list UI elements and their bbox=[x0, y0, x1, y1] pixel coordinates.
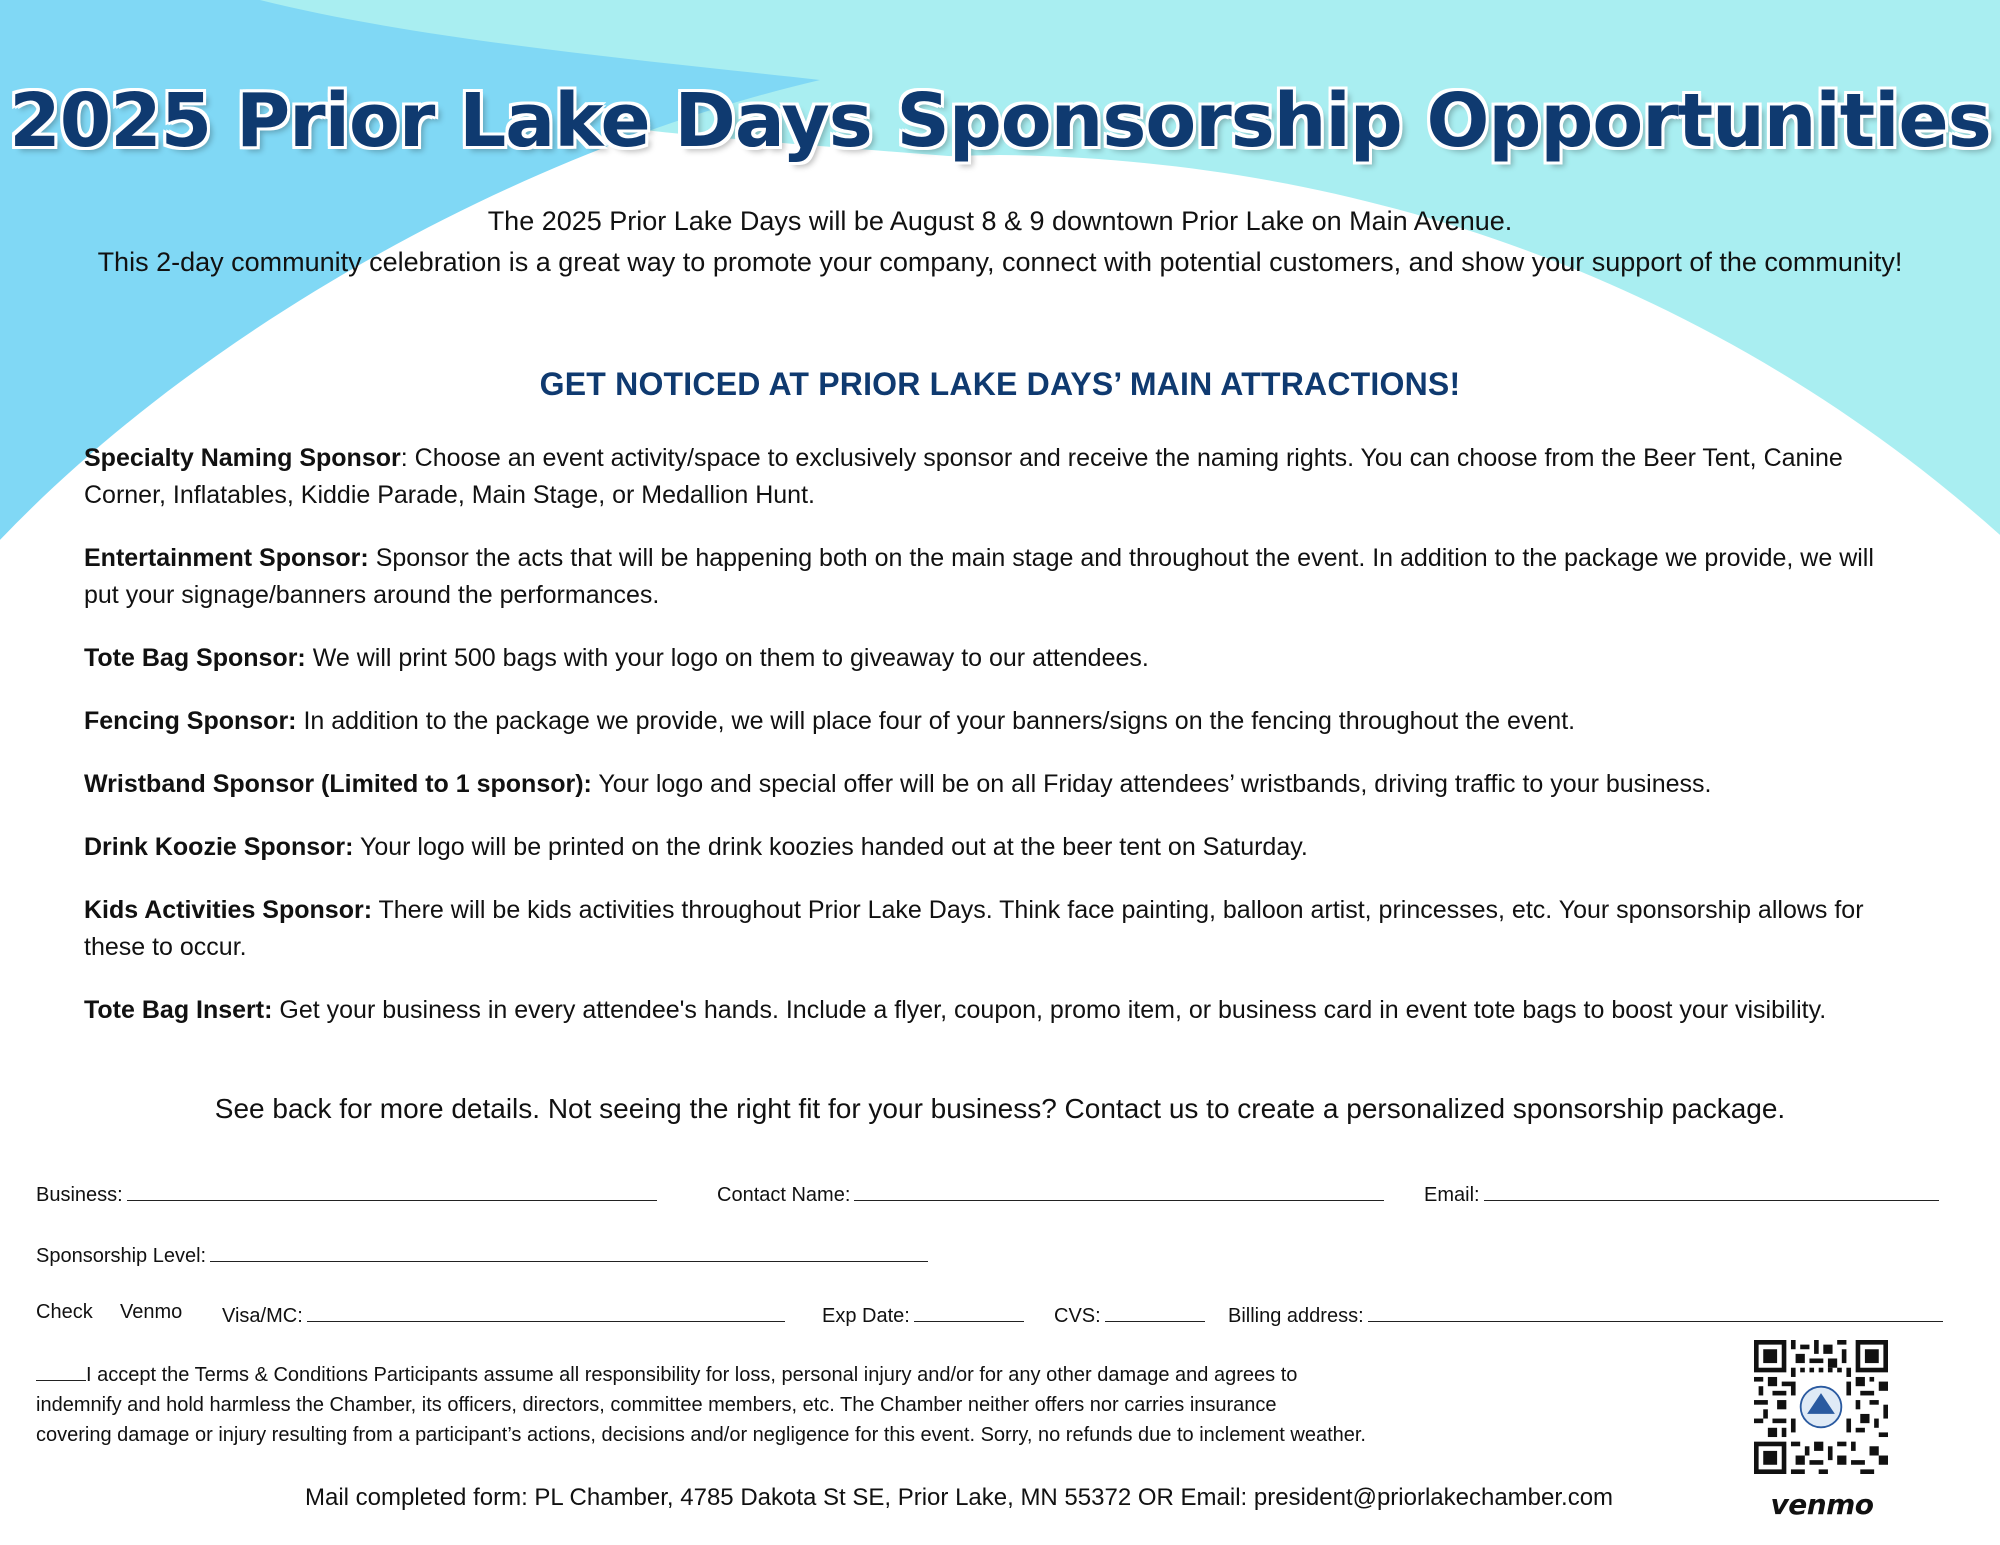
sponsor-desc: Your logo and special offer will be on all Friday attendees’ wristbands, driving traffic to your business. bbox=[591, 770, 1712, 798]
mail-instructions: Mail completed form: PL Chamber, 4785 Dakota St SE, Prior Lake, MN 55372 OR Email: president@priorlakechamber.com bbox=[305, 1484, 1614, 1511]
sponsor-desc: There will be kids activities throughout Prior Lake Days. Think face painting, balloon artist, princesses, etc. Your sponsorship allows for these to occur. bbox=[84, 896, 1864, 961]
sponsor-name: Fencing Sponsor: bbox=[84, 707, 297, 735]
form-row-payment bbox=[0, 1301, 2000, 1329]
sponsor-item bbox=[84, 766, 1914, 803]
sponsor-item bbox=[84, 540, 1914, 614]
sponsor-item bbox=[84, 992, 1914, 1029]
sponsorship-level-label: Sponsorship Level: bbox=[36, 1245, 207, 1267]
cvs-input[interactable] bbox=[1105, 1301, 1205, 1322]
sponsorship-level-field bbox=[36, 1241, 928, 1268]
venmo-option[interactable]: Venmo bbox=[120, 1301, 183, 1323]
sponsor-item bbox=[84, 640, 1914, 677]
terms-line-1 bbox=[36, 1360, 1576, 1390]
check-option[interactable]: Check bbox=[36, 1301, 93, 1323]
cvs-field bbox=[1054, 1301, 1205, 1328]
email-input[interactable] bbox=[1484, 1180, 1939, 1201]
card-number-input[interactable] bbox=[307, 1301, 785, 1322]
terms-conditions bbox=[36, 1360, 1576, 1450]
sponsor-name: Specialty Naming Sponsor bbox=[84, 444, 401, 472]
billing-address-input[interactable] bbox=[1368, 1301, 1943, 1322]
contact-name-field bbox=[717, 1180, 1384, 1207]
form-row-contact bbox=[0, 1180, 2000, 1208]
contact-name-label: Contact Name: bbox=[717, 1184, 851, 1206]
sponsor-desc: : Choose an event activity/space to exclusively sponsor and receive the naming rights. You can choose from the Beer Tent, Canine Corner, Inflatables, Kiddie Parade, Main Stage, or Medallion Hunt. bbox=[84, 444, 1843, 509]
business-field bbox=[36, 1180, 657, 1207]
intro-line-2: This 2-day community celebration is a great way to promote your company, connect with potential customers, and show your support of the community! bbox=[97, 247, 1903, 277]
sponsor-desc: In addition to the package we provide, we will place four of your banners/signs on the fencing throughout the event. bbox=[296, 707, 1576, 735]
sponsorship-level-input[interactable] bbox=[210, 1241, 928, 1262]
sponsor-item bbox=[84, 892, 1914, 966]
sponsor-list bbox=[84, 440, 1914, 1055]
billing-address-field bbox=[1228, 1301, 1943, 1328]
sponsor-name: Wristband Sponsor (Limited to 1 sponsor): bbox=[84, 770, 592, 798]
sponsor-name: Drink Koozie Sponsor: bbox=[84, 833, 354, 861]
sponsor-item bbox=[84, 440, 1914, 514]
terms-text-1: I accept the Terms & Conditions Participants assume all responsibility for loss, personal injury and/or for any other damage and agrees to bbox=[86, 1364, 1298, 1386]
business-label: Business: bbox=[36, 1184, 123, 1206]
accept-terms-blank[interactable] bbox=[36, 1362, 86, 1381]
intro-line-1: The 2025 Prior Lake Days will be August 8 & 9 downtown Prior Lake on Main Avenue. bbox=[487, 206, 1513, 236]
contact-name-input[interactable] bbox=[854, 1180, 1384, 1201]
sponsor-item bbox=[84, 703, 1914, 740]
sponsor-name: Kids Activities Sponsor: bbox=[84, 896, 373, 924]
business-input[interactable] bbox=[127, 1180, 657, 1201]
see-back-note: See back for more details. Not seeing the right fit for your business? Contact us to create a personalized sponsorship package. bbox=[214, 1093, 1786, 1124]
sponsor-item bbox=[84, 829, 1914, 866]
email-label: Email: bbox=[1424, 1184, 1480, 1206]
billing-address-label: Billing address: bbox=[1228, 1305, 1364, 1327]
visa-mc-field bbox=[222, 1301, 785, 1328]
venmo-qr-code-icon bbox=[1754, 1340, 1888, 1474]
intro-text bbox=[90, 201, 1910, 283]
exp-date-field bbox=[822, 1301, 1024, 1328]
sponsor-name: Entertainment Sponsor: bbox=[84, 544, 369, 572]
form-row-level bbox=[0, 1241, 2000, 1269]
sponsor-desc: Sponsor the acts that will be happening both on the main stage and throughout the event. In addition to the package we provide, we will put your signage/banners around the performances. bbox=[84, 544, 1874, 609]
sponsor-desc: We will print 500 bags with your logo on them to giveaway to our attendees. bbox=[305, 644, 1149, 672]
sponsor-name: Tote Bag Insert: bbox=[84, 996, 273, 1024]
page-title: 2025 Prior Lake Days Sponsorship Opportunities bbox=[9, 78, 1991, 164]
sponsor-name: Tote Bag Sponsor: bbox=[84, 644, 306, 672]
sponsor-desc: Get your business in every attendee's hands. Include a flyer, coupon, promo item, or business card in event tote bags to boost your visibility. bbox=[272, 996, 1827, 1024]
terms-line-3: covering damage or injury resulting from a participant’s actions, decisions and/or negligence for this event. Sorry, no refunds due to inclement weather. bbox=[36, 1424, 1366, 1446]
attractions-headline: GET NOTICED AT PRIOR LAKE DAYS’ MAIN ATTRACTIONS! bbox=[539, 366, 1461, 402]
exp-date-label: Exp Date: bbox=[822, 1305, 910, 1327]
venmo-logo: venmo bbox=[1770, 1488, 1874, 1521]
email-field bbox=[1424, 1180, 1939, 1207]
terms-line-2: indemnify and hold harmless the Chamber, its officers, directors, committee members, etc. The Chamber neither offers nor carries insurance bbox=[36, 1394, 1277, 1416]
sponsor-desc: Your logo will be printed on the drink koozies handed out at the beer tent on Saturday. bbox=[353, 833, 1308, 861]
cvs-label: CVS: bbox=[1054, 1305, 1101, 1327]
visa-mc-label: Visa/MC: bbox=[222, 1305, 303, 1327]
exp-date-input[interactable] bbox=[914, 1301, 1024, 1322]
